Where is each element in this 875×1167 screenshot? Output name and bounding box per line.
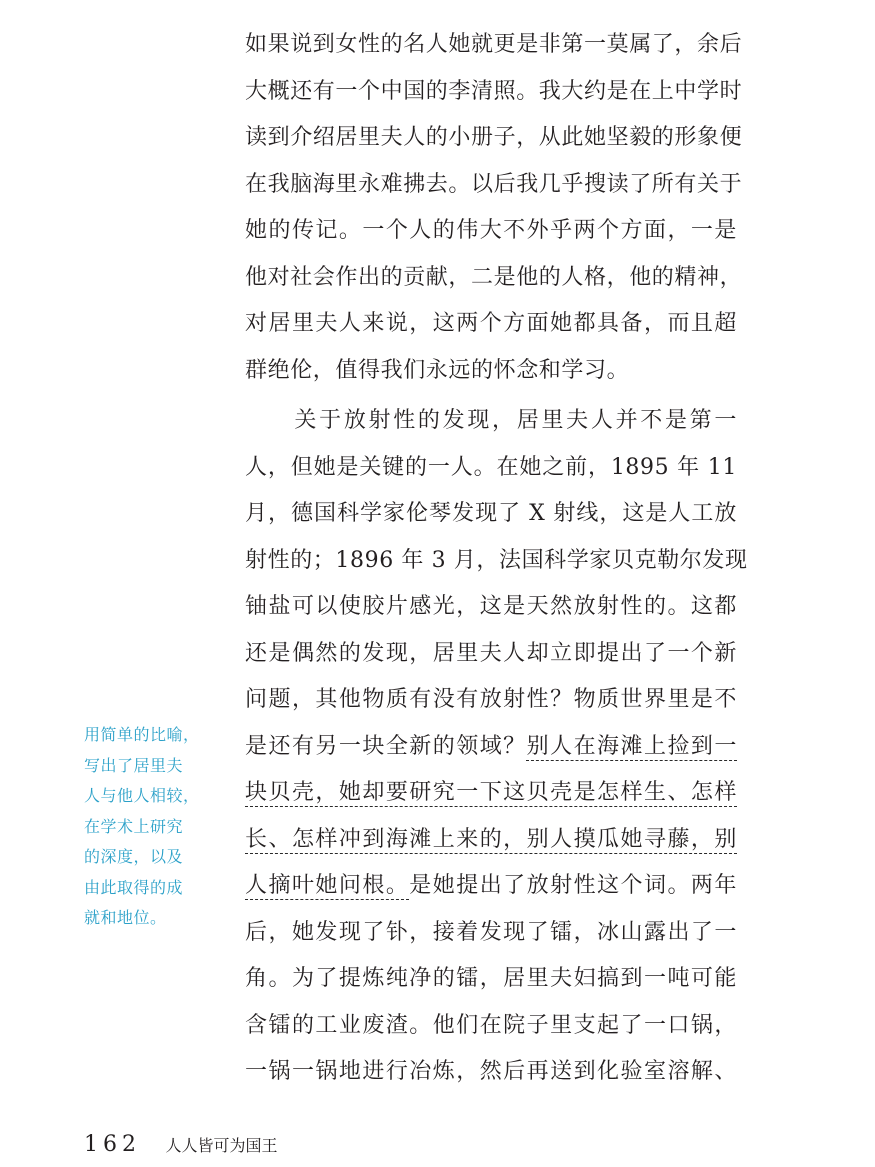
underlined-text: 人摘叶她问根。	[245, 873, 410, 898]
text-segment: 是还有另一块全新的领域？	[245, 733, 527, 759]
text-line: 还是偶然的发现，居里夫人却立即提出了一个新	[245, 640, 737, 666]
text-line: 群绝伦，值得我们永远的怀念和学习。	[245, 357, 630, 383]
text-line: 一锅一锅地进行冶炼，然后再送到化验室溶解、	[245, 1059, 737, 1084]
text-line: 铀盐可以使胶片感光，这是天然放射性的。这都	[245, 594, 737, 619]
text-line	[245, 817, 737, 864]
main-text	[245, 22, 748, 1096]
underlined-text: 长、怎样冲到海滩上来的，别人摸瓜她寻藤，别	[245, 826, 737, 852]
text-line: 问题，其他物质有没有放射性？物质世界里是不	[245, 687, 737, 712]
text-line: 人，但她是关键的一人。在她之前，1895 年 11	[245, 454, 737, 480]
text-line: 他对社会作出的贡献，二是他的人格，他的精神，	[245, 264, 743, 290]
annotation-line: 就和地位。	[84, 908, 167, 927]
text-segment: 是她提出了放射性这个词。两年	[409, 873, 738, 898]
text-line	[245, 724, 737, 771]
page-number: 162	[84, 1132, 141, 1157]
annotation-line: 由此取得的成	[84, 877, 184, 897]
margin-annotation	[84, 720, 219, 934]
text-line: 在我脑海里永难拂去。以后我几乎搜读了所有关于	[245, 171, 743, 197]
annotation-line: 用简单的比喻，	[84, 725, 200, 744]
text-line: 含镭的工业废渣。他们在院子里支起了一口锅，	[245, 1012, 737, 1038]
underlined-text: 块贝壳，她却要研究一下这贝壳是怎样生、怎样	[245, 780, 737, 805]
text-line	[245, 770, 737, 817]
text-line: 如果说到女性的名人她就更是非第一莫属了，余后	[245, 32, 743, 57]
annotation-line: 写出了居里夫	[84, 755, 184, 775]
annotation-line: 在学术上研究	[84, 816, 184, 836]
text-line: 大概还有一个中国的李清照。我大约是在上中学时	[245, 78, 743, 104]
text-line: 射性的；1896 年 3 月，法国科学家贝克勒尔发现	[245, 547, 748, 573]
text-line: 读到介绍居里夫人的小册子，从此她坚毅的形象便	[245, 125, 743, 150]
text-line: 月，德国科学家伦琴发现了 X 射线，这是人工放	[245, 501, 737, 526]
annotation-line: 的深度，以及	[84, 847, 184, 866]
text-line: 她的传记。一个人的伟大不外乎两个方面，一是	[245, 218, 737, 243]
text-line	[245, 863, 737, 910]
text-line: 对居里夫人来说，这两个方面她都具备，而且超	[245, 311, 737, 336]
underlined-text: 别人在海滩上捡到一	[526, 733, 737, 759]
text-line: 关于放射性的发现，居里夫人并不是第一	[245, 408, 737, 433]
page-footer	[84, 1132, 277, 1157]
text-line: 角。为了提炼纯净的镭，居里夫妇搞到一吨可能	[245, 966, 737, 991]
annotation-line: 人与他人相较，	[84, 786, 200, 805]
text-line: 后，她发现了钋，接着发现了镭，冰山露出了一	[245, 919, 737, 945]
book-title: 人人皆可为国王	[165, 1138, 278, 1155]
